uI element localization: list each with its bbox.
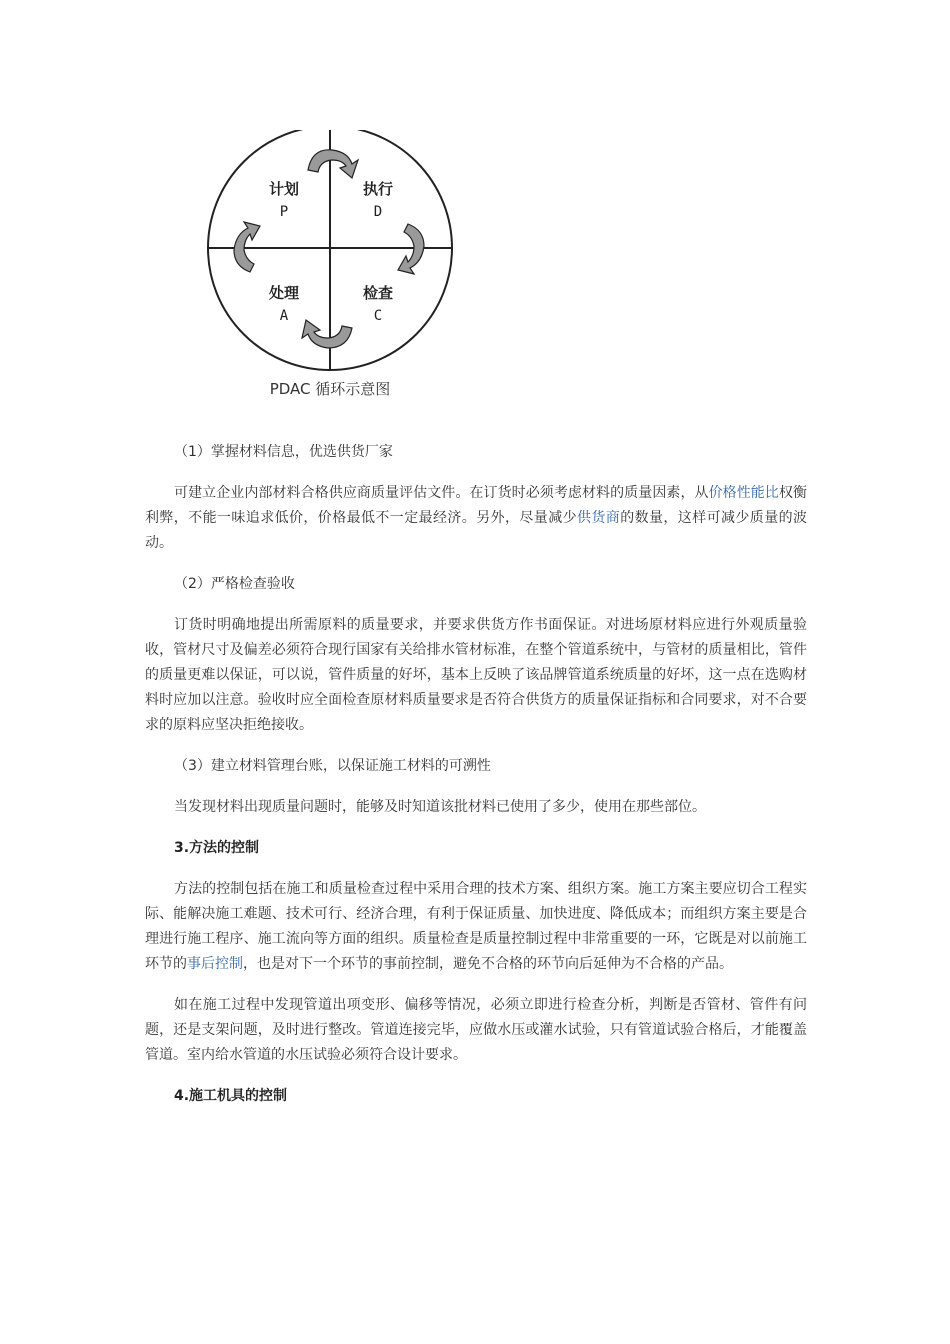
s1-paragraph xyxy=(145,481,807,556)
s1-text-c: 的数量，这样可减少质量的波动。 xyxy=(145,510,808,551)
method-paragraph-2: 如在施工过程中发现管道出项变形、偏移等情况，必须立即进行检查分析，判断是否管材、管件有问题，还是支架问题，及时进行整改。管道连接完毕，应做水压或灌水试验，只有管道试验合格后，才能覆盖管道。室内给水管道的水压试验必须符合设计要求。 xyxy=(145,997,807,1063)
quadrant-act-letter: A xyxy=(279,308,289,324)
pdca-cycle-diagram xyxy=(200,130,465,410)
quadrant-check-label: 检查 xyxy=(362,284,394,302)
quadrant-do-label: 执行 xyxy=(362,180,394,198)
method-text-b: ，也是对下一个环节的事前控制，避免不合格的环节向后延伸为不合格的产品。 xyxy=(243,956,733,972)
article-body xyxy=(145,440,807,1109)
s1-text-a: 可建立企业内部材料合格供应商质量评估文件。在订货时必须考虑材料的质量因素，从 xyxy=(174,485,709,501)
quadrant-do-letter: D xyxy=(373,204,383,220)
quadrant-plan-letter: P xyxy=(279,204,289,220)
heading-method-control: 3.方法的控制 xyxy=(174,840,260,856)
method-paragraph-1 xyxy=(145,877,807,977)
s1-text-b: 权衡利弊，不能一味追求低价，价格最低不一定最经济。另外，尽量减少 xyxy=(145,485,808,526)
s1-title: （1）掌握材料信息，优选供货厂家 xyxy=(174,444,393,460)
method-text-a: 方法的控制包括在施工和质量检查过程中采用合理的技术方案、组织方案。施工方案主要应切合工程实际、能解决施工难题、技术可行、经济合理，有利于保证质量、加快进度、降低成本；而组织方案主要是合理进行施工程序、施工流向等方面的组织。质量检查是质量控制过程中非常重要的一环，它既是对以前施工环节的 xyxy=(145,881,807,972)
link-price-performance[interactable]: 价格性能比 xyxy=(708,485,779,501)
arrow-bottom-icon xyxy=(302,320,352,348)
quadrant-act-label: 处理 xyxy=(268,284,300,302)
arrow-top-icon xyxy=(308,150,358,178)
link-post-control[interactable]: 事后控制 xyxy=(187,956,243,972)
quadrant-check-letter: C xyxy=(373,308,383,324)
figure-caption: PDAC 循环示意图 xyxy=(269,380,391,398)
quadrant-plan-label: 计划 xyxy=(268,180,300,198)
heading-machinery-control: 4.施工机具的控制 xyxy=(174,1088,288,1104)
s2-paragraph: 订货时明确地提出所需原料的质量要求，并要求供货方作书面保证。对进场原材料应进行外观质量验收，管材尺寸及偏差必须符合现行国家有关给排水管材标准，在整个管道系统中，与管材的质量相比，管件的质量更难以保证，可以说，管件质量的好坏，基本上反映了该品牌管道系统质量的好坏，这一点在选购材料时应加以注意。验收时应全面检查原材料质量要求是否符合供货方的质量保证指标和合同要求，对不合要求的原料应坚决拒绝接收。 xyxy=(145,617,807,733)
link-supplier[interactable]: 供货商 xyxy=(577,510,621,526)
s3-paragraph: 当发现材料出现质量问题时，能够及时知道该批材料已使用了多少，使用在那些部位。 xyxy=(174,799,706,815)
s2-title: （2）严格检查验收 xyxy=(174,576,295,592)
pdca-figure xyxy=(200,130,465,410)
s3-title: （3）建立材料管理台账，以保证施工材料的可溯性 xyxy=(174,758,491,774)
